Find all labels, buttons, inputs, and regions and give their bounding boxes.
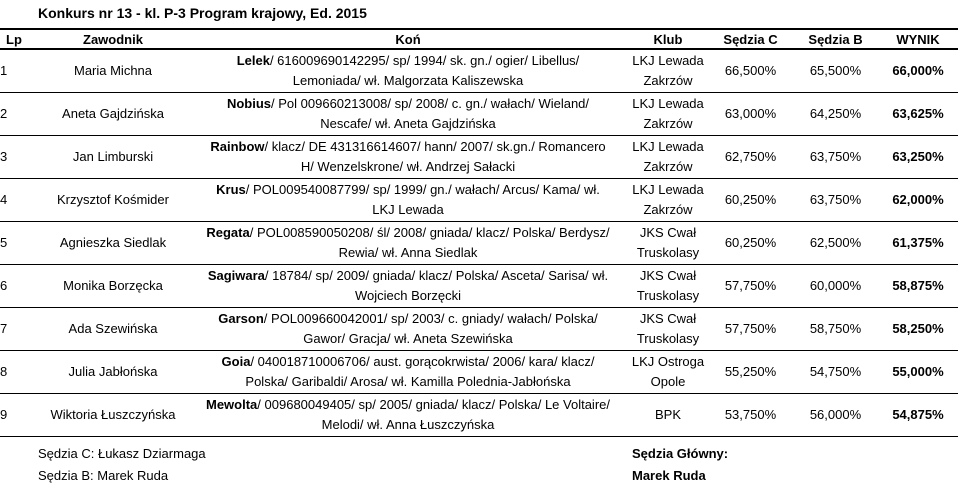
horse-name: Lelek <box>236 52 270 68</box>
judge-c-score: 57,750% <box>708 264 793 307</box>
table-row <box>0 264 958 307</box>
club <box>628 350 708 393</box>
chief-judge-label: Sędzia Główny: <box>632 446 729 461</box>
results-table <box>0 28 958 437</box>
horse-details: / Pol 009660213008/ sp/ 2008/ c. gn./ wałach/ Wieland/ <box>271 95 590 111</box>
horse-line-2: Polska/ Garibaldi/ Arosa/ wł. Kamilla Polednia-Jabłońska <box>245 373 571 389</box>
horse-name: Mewolta <box>206 396 258 412</box>
row-lp: 3 <box>0 135 38 178</box>
horse-name: Regata <box>206 224 250 240</box>
table-row <box>0 350 958 393</box>
club-name: BPK <box>654 406 681 422</box>
horse-details: / 009680049405/ sp/ 2005/ gniada/ klacz/ Polska/ Le Voltaire/ <box>257 396 610 412</box>
table-row <box>0 135 958 178</box>
horse-line-1 <box>188 352 628 372</box>
club <box>628 264 708 307</box>
row-lp: 2 <box>0 92 38 135</box>
horse-details: / POL009660042001/ sp/ 2003/ c. gniady/ wałach/ Polska/ <box>263 310 598 326</box>
judge-c-score: 53,750% <box>708 393 793 436</box>
header-judge-b: Sędzia B <box>793 29 878 49</box>
horse-info <box>188 49 628 92</box>
club-name: LKJ Lewada <box>632 52 704 68</box>
horse-details: / POL008590050208/ śl/ 2008/ gniada/ klacz/ Polska/ Berdysz/ <box>249 224 610 240</box>
judge-b-score: 60,000% <box>793 264 878 307</box>
horse-line-2: Wojciech Borzęcki <box>355 287 461 303</box>
club <box>628 221 708 264</box>
judge-b-score: 54,750% <box>793 350 878 393</box>
horse-details: / 616009690142295/ sp/ 1994/ sk. gn./ ogier/ Libellus/ <box>269 52 580 68</box>
horse-name: Garson <box>218 310 264 326</box>
row-lp: 6 <box>0 264 38 307</box>
row-lp: 4 <box>0 178 38 221</box>
header-row <box>0 29 958 49</box>
final-result: 63,250% <box>878 135 958 178</box>
club-city: Zakrzów <box>643 72 693 88</box>
horse-info <box>188 92 628 135</box>
header-club: Klub <box>628 29 708 49</box>
club-city: Zakrzów <box>643 115 693 131</box>
chief-judge-name: Marek Ruda <box>632 468 706 483</box>
rider-name: Krzysztof Kośmider <box>38 178 188 221</box>
horse-line-1 <box>188 137 628 157</box>
final-result: 62,000% <box>878 178 958 221</box>
horse-info <box>188 307 628 350</box>
club-name: JKS Cwał <box>639 224 697 240</box>
horse-name: Nobius <box>226 95 272 111</box>
horse-line-1 <box>188 223 628 243</box>
row-lp: 1 <box>0 49 38 92</box>
horse-line-2: Gawor/ Gracja/ wł. Aneta Szewińska <box>303 330 513 346</box>
rider-name: Julia Jabłońska <box>38 350 188 393</box>
rider-name: Monika Borzęcka <box>38 264 188 307</box>
club <box>628 393 708 436</box>
club <box>628 178 708 221</box>
judge-c-score: 63,000% <box>708 92 793 135</box>
horse-info <box>188 221 628 264</box>
judge-b-score: 64,250% <box>793 92 878 135</box>
header-judge-c: Sędzia C <box>708 29 793 49</box>
judge-c-score: 66,500% <box>708 49 793 92</box>
judge-b-signature: Sędzia B: Marek Ruda <box>38 468 169 483</box>
horse-line-1 <box>188 51 628 71</box>
horse-line-1 <box>188 180 628 200</box>
horse-info <box>188 264 628 307</box>
horse-line-1 <box>188 266 628 286</box>
rider-name: Aneta Gajdzińska <box>38 92 188 135</box>
row-lp: 8 <box>0 350 38 393</box>
final-result: 58,875% <box>878 264 958 307</box>
club <box>628 307 708 350</box>
table-row <box>0 307 958 350</box>
judge-b-score: 62,500% <box>793 221 878 264</box>
club-name: JKS Cwał <box>639 267 697 283</box>
judge-c-score: 60,250% <box>708 221 793 264</box>
final-result: 63,625% <box>878 92 958 135</box>
horse-line-2: Lemoniada/ wł. Malgorzata Kaliszewska <box>292 72 524 88</box>
rider-name: Agnieszka Siedlak <box>38 221 188 264</box>
rider-name: Wiktoria Łuszczyńska <box>38 393 188 436</box>
horse-details: / klacz/ DE 431316614607/ hann/ 2007/ sk.gn./ Romancero <box>264 138 606 154</box>
club-name: LKJ Lewada <box>632 181 704 197</box>
judge-b-score: 56,000% <box>793 393 878 436</box>
club-city: Zakrzów <box>643 201 693 217</box>
rider-name: Maria Michna <box>38 49 188 92</box>
horse-details: / POL009540087799/ sp/ 1999/ gn./ wałach/ Arcus/ Kama/ wł. <box>245 181 600 197</box>
judge-c-score: 57,750% <box>708 307 793 350</box>
club <box>628 49 708 92</box>
rider-name: Ada Szewińska <box>38 307 188 350</box>
judge-b-score: 63,750% <box>793 135 878 178</box>
judge-b-score: 58,750% <box>793 307 878 350</box>
horse-line-2: LKJ Lewada <box>372 201 444 217</box>
horse-details: / 18784/ sp/ 2009/ gniada/ klacz/ Polska/ Asceta/ Sarisa/ wł. <box>264 267 609 283</box>
horse-details: / 040018710006706/ aust. gorącokrwista/ 2006/ kara/ klacz/ <box>250 353 595 369</box>
horse-line-1 <box>188 94 628 114</box>
table-row <box>0 92 958 135</box>
club-city: Zakrzów <box>643 158 693 174</box>
horse-line-2: Melodi/ wł. Anna Łuszczyńska <box>321 416 495 432</box>
horse-line-2: Rewia/ wł. Anna Siedlak <box>338 244 478 260</box>
table-row <box>0 49 958 92</box>
header-result: WYNIK <box>878 29 958 49</box>
header-horse: Koń <box>188 29 628 49</box>
final-result: 58,250% <box>878 307 958 350</box>
final-result: 66,000% <box>878 49 958 92</box>
horse-line-1 <box>188 309 628 329</box>
page-title: Konkurs nr 13 - kl. P-3 Program krajowy, Ed. 2015 <box>38 5 367 21</box>
judge-b-score: 63,750% <box>793 178 878 221</box>
horse-line-2: Nescafe/ wł. Aneta Gajdzińska <box>320 115 496 131</box>
table-row <box>0 178 958 221</box>
final-result: 61,375% <box>878 221 958 264</box>
table-row <box>0 221 958 264</box>
horse-info <box>188 135 628 178</box>
table-row <box>0 393 958 436</box>
horse-line-2: H/ Wenzelskrone/ wł. Andrzej Sałacki <box>300 158 516 174</box>
judge-c-score: 55,250% <box>708 350 793 393</box>
horse-info <box>188 350 628 393</box>
horse-name: Krus <box>216 181 246 197</box>
club-name: JKS Cwał <box>639 310 697 326</box>
row-lp: 9 <box>0 393 38 436</box>
horse-info <box>188 393 628 436</box>
header-rider: Zawodnik <box>38 29 188 49</box>
judge-b-score: 65,500% <box>793 49 878 92</box>
horse-name: Goia <box>221 353 251 369</box>
club-city: Truskolasy <box>636 244 700 260</box>
row-lp: 5 <box>0 221 38 264</box>
club-name: LKJ Lewada <box>632 95 704 111</box>
final-result: 54,875% <box>878 393 958 436</box>
horse-info <box>188 178 628 221</box>
horse-name: Sagiwara <box>207 267 265 283</box>
club-city: Opole <box>650 373 686 389</box>
club <box>628 92 708 135</box>
header-lp: Lp <box>0 29 38 49</box>
club-name: LKJ Lewada <box>632 138 704 154</box>
judge-c-score: 60,250% <box>708 178 793 221</box>
rider-name: Jan Limburski <box>38 135 188 178</box>
row-lp: 7 <box>0 307 38 350</box>
horse-name: Rainbow <box>210 138 265 154</box>
judge-c-score: 62,750% <box>708 135 793 178</box>
club <box>628 135 708 178</box>
club-city: Truskolasy <box>636 287 700 303</box>
final-result: 55,000% <box>878 350 958 393</box>
club-city: Truskolasy <box>636 330 700 346</box>
club-name: LKJ Ostroga <box>631 353 705 369</box>
horse-line-1 <box>188 395 628 415</box>
judge-c-signature: Sędzia C: Łukasz Dziarmaga <box>38 446 206 461</box>
